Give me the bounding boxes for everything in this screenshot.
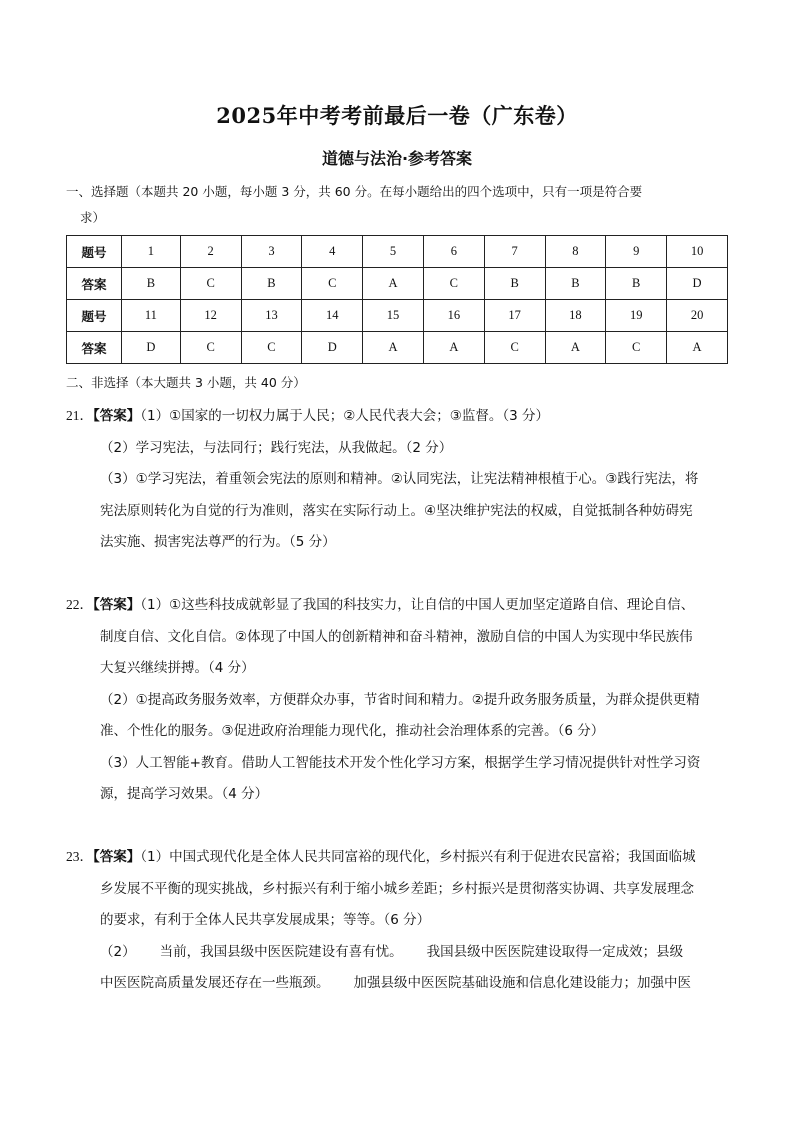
question-22-answer (66, 589, 730, 811)
answer-cell: A (545, 332, 606, 364)
q22-part2-line2: 准、个性化的服务。③促进政府治理能力现代化，推动社会治理体系的完善。（6 分） (100, 723, 605, 739)
answer-cell: A (667, 332, 728, 364)
answer-cell: D (122, 332, 181, 364)
question-number-cell: 18 (545, 300, 606, 332)
answer-cell: B (241, 268, 302, 300)
answer-cell: B (545, 268, 606, 300)
question-number-cell: 6 (423, 236, 484, 268)
answer-tag: 【答案】 (93, 849, 141, 865)
section-1-heading-line1: 一、选择题（本题共 20 小题，每小题 3 分，共 60 分。在每小题给出的四个选项中，只有一项是符合要 (66, 184, 643, 199)
question-number-cell: 20 (667, 300, 728, 332)
question-number-cell: 14 (302, 300, 363, 332)
question-23-answer (66, 841, 730, 1000)
answer-tag: 【答案】 (93, 408, 141, 424)
question-number-cell: 12 (180, 300, 241, 332)
question-number-cell: 13 (241, 300, 302, 332)
q23-part2-label: （2） (100, 943, 136, 960)
table-row-label: 题号 (67, 236, 122, 268)
question-21-answer (66, 400, 730, 559)
q23-part2-text-c: 中医医院高质量发展还存在一些瓶颈。 (100, 975, 330, 991)
question-number-cell: 1 (122, 236, 181, 268)
table-number-row (67, 236, 728, 268)
question-number-cell: 4 (302, 236, 363, 268)
table-answer-row (67, 268, 728, 300)
question-number: 21． (66, 408, 93, 423)
answer-cell: C (180, 332, 241, 364)
q22-part2: （2）①提高政务服务效率，方便群众办事，节省时间和精力。②提升政务服务质量，为群众提供更精 (100, 691, 700, 708)
section-1-heading (66, 179, 726, 231)
section-1-heading-line2: 求） (80, 210, 106, 225)
answer-cell: C (180, 268, 241, 300)
question-number-cell: 9 (606, 236, 667, 268)
question-number-cell: 2 (180, 236, 241, 268)
question-number-cell: 8 (545, 236, 606, 268)
table-answer-row (67, 332, 728, 364)
answer-cell: B (122, 268, 181, 300)
answer-tag: 【答案】 (93, 597, 141, 613)
page-title: 2025年中考考前最后一卷（广东卷） (216, 103, 578, 128)
q22-part3-line2: 源，提高学习效果。（4 分） (100, 786, 269, 802)
q23-part2-text-a: 当前，我国县级中医医院建设有喜有忧。 (159, 943, 403, 960)
answer-cell: C (302, 268, 363, 300)
q23-part1: （1）中国式现代化是全体人民共同富裕的现代化，乡村振兴有利于促进农民富裕；我国面临城 (140, 849, 696, 865)
q22-part3: （3）人工智能+教育。借助人工智能技术开发个性化学习方案，根据学生学习情况提供针对性学习资 (100, 754, 701, 771)
q23-part2 (66, 937, 730, 969)
q21-part3-line3: 法实施、损害宪法尊严的行为。（5 分） (100, 534, 336, 550)
question-number-cell: 7 (484, 236, 545, 268)
q23-part2-line2 (66, 968, 730, 1000)
question-number-cell: 11 (122, 300, 181, 332)
q21-part3-line2: 宪法原则转化为自觉的行为准则，落实在实际行动上。④坚决维护宪法的权威，自觉抵制各种妨碍宪 (100, 502, 693, 519)
question-number-cell: 15 (363, 300, 424, 332)
q21-part2: （2）学习宪法，与法同行；践行宪法，从我做起。（2 分） (100, 439, 453, 456)
page-subtitle: 道德与法治·参考答案 (321, 149, 473, 168)
q22-part1: （1）①这些科技成就彰显了我国的科技实力，让自信的中国人更加坚定道路自信、理论自信、 (140, 597, 695, 613)
answer-cell: C (606, 332, 667, 364)
table-row-label: 题号 (67, 300, 122, 332)
table-row-label: 答案 (67, 268, 122, 300)
question-number-cell: 5 (363, 236, 424, 268)
answer-cell: A (423, 332, 484, 364)
answer-cell: C (484, 332, 545, 364)
question-number-cell: 19 (606, 300, 667, 332)
answer-cell: A (363, 332, 424, 364)
answer-cell: B (484, 268, 545, 300)
q22-part1-line3: 大复兴继续拼搏。（4 分） (100, 660, 255, 676)
question-number: 22． (66, 597, 93, 612)
q23-part1-line3: 的要求，有利于全体人民共享发展成果；等等。（6 分） (100, 912, 431, 928)
answer-cell: D (302, 332, 363, 364)
answer-cell: C (241, 332, 302, 364)
q23-part1-line2: 乡发展不平衡的现实挑战，乡村振兴有利于缩小城乡差距；乡村振兴是贯彻落实协调、共享发展理念 (100, 880, 694, 897)
table-row-label: 答案 (67, 332, 122, 364)
question-number-cell: 10 (667, 236, 728, 268)
answer-table (66, 235, 728, 364)
q22-part1-line2: 制度自信、文化自信。②体现了中国人的创新精神和奋斗精神，激励自信的中国人为实现中华民族伟 (100, 628, 693, 645)
section-2-heading: 二、非选择（本大题共 3 小题，共 40 分） (66, 375, 306, 390)
answer-cell: D (667, 268, 728, 300)
answer-cell: C (423, 268, 484, 300)
question-number-cell: 3 (241, 236, 302, 268)
q21-part1: （1）①国家的一切权力属于人民；②人民代表大会；③监督。（3 分） (140, 408, 550, 424)
question-number-cell: 17 (484, 300, 545, 332)
q23-part2-text-b: 我国县级中医医院建设取得一定成效；县级 (426, 943, 684, 960)
question-number-cell: 16 (423, 300, 484, 332)
table-number-row (67, 300, 728, 332)
q23-part2-text-d: 加强县级中医医院基础设施和信息化建设能力；加强中医 (353, 975, 691, 991)
answer-cell: A (363, 268, 424, 300)
q21-part3: （3）①学习宪法，着重领会宪法的原则和精神。②认同宪法，让宪法精神根植于心。③践行宪法，将 (100, 471, 699, 487)
question-number: 23． (66, 849, 93, 864)
answer-cell: B (606, 268, 667, 300)
